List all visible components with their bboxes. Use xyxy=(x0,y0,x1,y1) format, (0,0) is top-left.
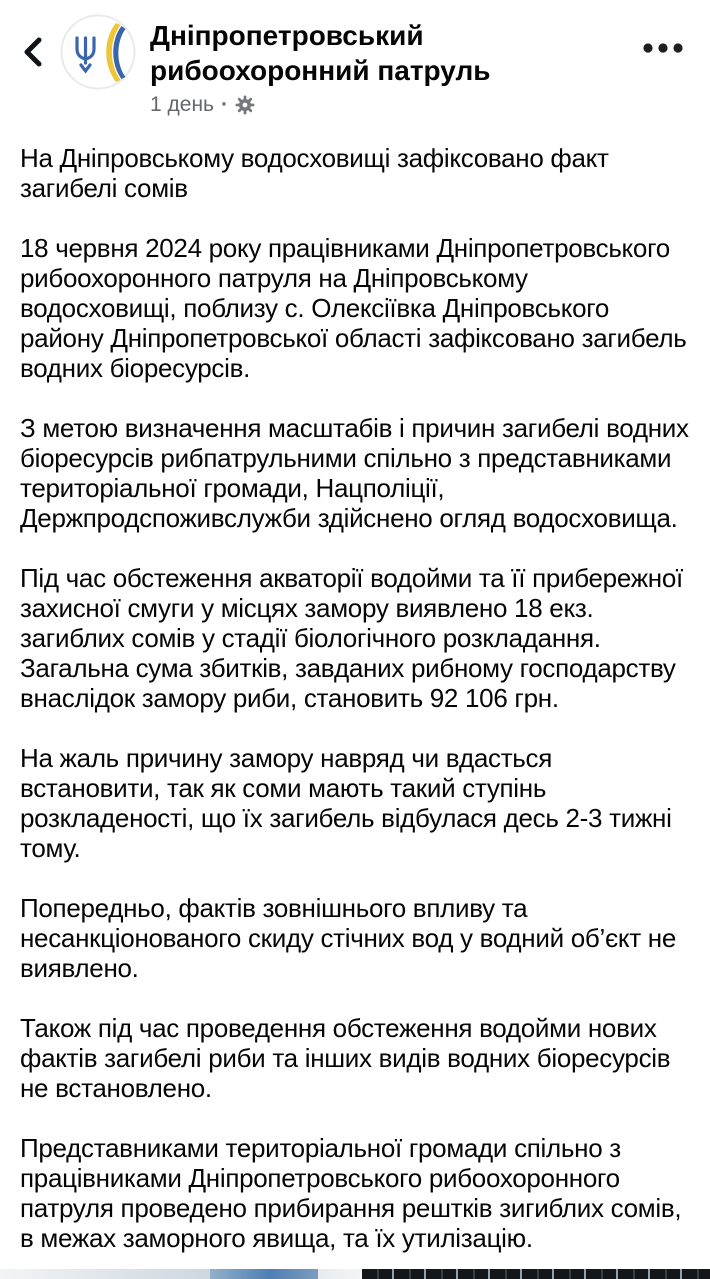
timestamp[interactable]: 1 день xyxy=(150,93,214,116)
photo-water-blue-segment xyxy=(210,1269,318,1279)
post-photo-top-edge[interactable] xyxy=(0,1269,710,1279)
post-paragraph: Представниками територіальної громади спільно з працівниками Дніпропетровського рибоохоронного патруля проведено прибирання рештків зигиблих сомів, в межах заморного явища, та їх утилізацію. xyxy=(20,1133,682,1253)
meta-dot-separator: · xyxy=(220,93,228,116)
gear-icon xyxy=(235,95,255,115)
post-paragraph: З метою визначення масштабів і причин загибелі водних біоресурсів рибпатрульними спільно з представниками територіальної громади, Нацполіції, Держпродспоживслужби здійснено огляд водосховища. xyxy=(20,413,689,533)
photo-light-segment xyxy=(318,1269,362,1279)
post-paragraph: Також під час проведення обстеження водойми нових фактів загибелі риби та інших видів водних біоресурсів не встановлено. xyxy=(20,1013,671,1103)
photo-dark-structure-segment xyxy=(362,1269,710,1279)
back-button[interactable] xyxy=(16,32,50,72)
chevron-left-icon xyxy=(20,56,46,71)
post-paragraph: На жаль причину замору навряд чи вдасться встановити, так як соми мають такий ступінь розкладеності, що їх загибель відбулася десь 2-3 тижні тому. xyxy=(20,743,672,863)
ellipsis-icon xyxy=(642,42,684,57)
header-text-block xyxy=(150,10,632,117)
post-paragraph: Під час обстеження акваторії водойми та її прибережної захисної смуги у місцях замору виявлено 18 екз. загиблих сомів у стадії біологічного розкладання. Загальна сума збитків, завданих рибному господарству внаслідок замору риби, становить 92 106 грн. xyxy=(20,563,683,713)
post-header xyxy=(0,0,710,117)
post-body xyxy=(0,117,710,1253)
ukraine-trident-wave-logo-icon xyxy=(60,77,136,94)
post-meta xyxy=(150,93,632,117)
page-title[interactable]: Дніпропетровський рибоохоронний патруль xyxy=(150,20,491,86)
more-options-button[interactable] xyxy=(636,36,690,60)
photo-sky-segment xyxy=(0,1269,210,1279)
post-paragraph: 18 червня 2024 року працівниками Дніпропетровського рибоохоронного патруля на Дніпровському водосховищі, поблизу с. Олексіївка Дніпровського району Дніпропетровської області зафіксовано загибель водних біоресурсів. xyxy=(20,233,687,383)
post-paragraph: На Дніпровському водосховищі зафіксовано факт загибелі сомів xyxy=(20,143,609,203)
post-paragraph: Попередньо, фактів зовнішнього впливу та несанкціонованого скиду стічних вод у водний об’єкт не виявлено. xyxy=(20,893,677,983)
avatar[interactable] xyxy=(60,14,136,90)
